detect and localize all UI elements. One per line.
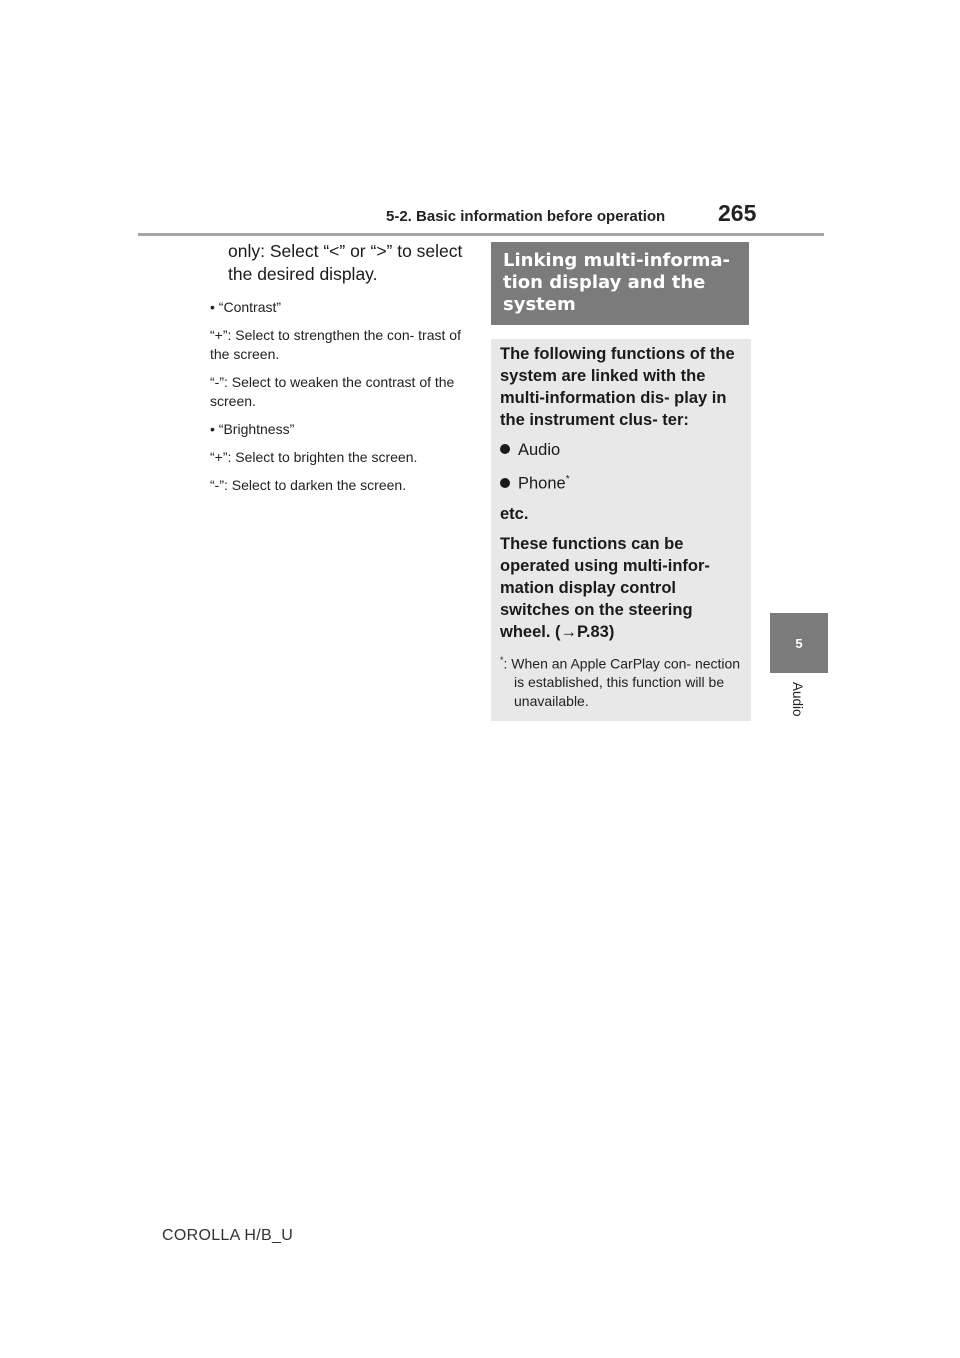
contrast-plus-text: “+”: Select to strengthen the con- trast of the screen. bbox=[210, 327, 461, 362]
bullet-dot-icon bbox=[500, 444, 510, 454]
etc-text: etc. bbox=[500, 504, 529, 523]
bullet-dot-icon bbox=[500, 478, 510, 488]
body-text: These functions can be operated using multi-infor- mation display control switches on the steering wheel. (→P.83) bbox=[500, 534, 710, 641]
bullet-label: Audio bbox=[518, 441, 561, 459]
brightness-minus-text: “-”: Select to darken the screen. bbox=[210, 477, 407, 493]
chapter-tab bbox=[770, 613, 828, 673]
continued-instruction: only: Select “<” or “>” to select the desired display. bbox=[228, 241, 463, 284]
right-column bbox=[491, 242, 751, 721]
section-title: 5-2. Basic information before operation bbox=[386, 208, 666, 225]
bullet-label: Phone bbox=[518, 474, 566, 493]
section-heading: Linking multi-informa- tion display and the system bbox=[491, 242, 749, 325]
chapter-number: 5 bbox=[795, 635, 803, 651]
bullet-phone bbox=[500, 469, 741, 495]
header-divider bbox=[138, 233, 824, 236]
footer-model: COROLLA H/B_U bbox=[162, 1227, 294, 1244]
page-number: 265 bbox=[718, 200, 757, 226]
chapter-label: Audio bbox=[790, 682, 805, 717]
intro-text: The following functions of the system are linked with the multi-information dis- play in the instrument clus- ter: bbox=[500, 345, 735, 429]
footnote bbox=[500, 651, 741, 712]
footnote-symbol: * bbox=[500, 654, 504, 665]
left-column bbox=[210, 240, 472, 495]
brightness-plus-text: “+”: Select to brighten the screen. bbox=[210, 449, 418, 465]
footnote-text: : When an Apple CarPlay con- nection is established, this function will be unavailable. bbox=[503, 655, 741, 710]
bullet-audio bbox=[500, 439, 741, 461]
contrast-bullet: • “Contrast” bbox=[210, 299, 282, 315]
info-box bbox=[491, 339, 751, 721]
footnote-mark: * bbox=[565, 474, 570, 485]
contrast-minus-text: “-”: Select to weaken the contrast of the screen. bbox=[210, 374, 455, 409]
brightness-bullet: • “Brightness” bbox=[210, 421, 295, 437]
